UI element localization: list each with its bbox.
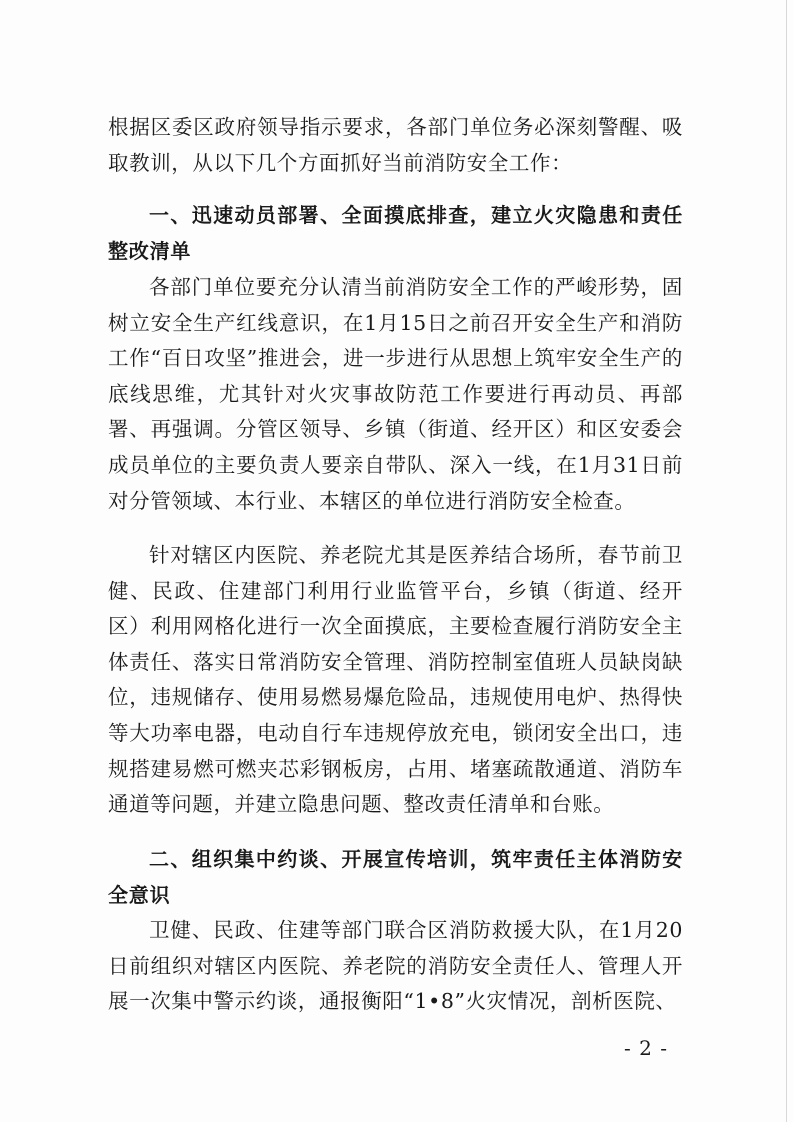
section-heading-2: 二、组织集中约谈、开展宣传培训，筑牢责任主体消防安全意识 xyxy=(108,847,683,907)
body-paragraph-3: 卫健、民政、住建等部门联合区消防救援大队，在1月20日前组织对辖区内医院、养老院的消防安全责任人、管理人开展一次集中警示约谈，通报衡阳“1•8”火灾情况，剖析医院、 xyxy=(108,918,683,1014)
intro-paragraph: 根据区委区政府领导指示要求，各部门单位务必深刻警醒、吸取教训，从以下几个方面抓好当前消防安全工作： xyxy=(108,115,683,175)
scan-edge-line xyxy=(786,0,787,1122)
body-paragraph-1: 各部门单位要充分认清当前消防安全工作的严峻形势，固树立安全生产红线意识，在1月15日之前召开安全生产和消防工作“百日攻坚”推进会，进一步进行从思想上筑牢安全生产的底线思维，尤其针对火灾事故防范工作要进行再动员、再部署、再强调。分管区领导、乡镇（街道、经开区）和区安委会成员单位的主要负责人要亲自带队、深入一线，在1月31日前对分管领域、本行业、本辖区的单位进行消防安全检查。 xyxy=(108,275,683,513)
section-heading-1: 一、迅速动员部署、全面摸底排查，建立火灾隐患和责任整改清单 xyxy=(108,203,683,263)
page-number: - 2 - xyxy=(624,1036,668,1060)
body-paragraph-2: 针对辖区内医院、养老院尤其是医养结合场所，春节前卫健、民政、住建部门利用行业监管平台，乡镇（街道、经开区）利用网格化进行一次全面摸底，主要检查履行消防安全主体责任、落实日常消防安全管理、消防控制室值班人员缺岗缺位，违规储存、使用易燃易爆危险品，违规使用电炉、热得快等大功率电器，电动自行车违规停放充电，锁闭安全出口，违规搭建易燃可燃夹芯彩钢板房，占用、堵塞疏散通道、消防车通道等问题，并建立隐患问题、整改责任清单和台账。 xyxy=(108,543,683,817)
